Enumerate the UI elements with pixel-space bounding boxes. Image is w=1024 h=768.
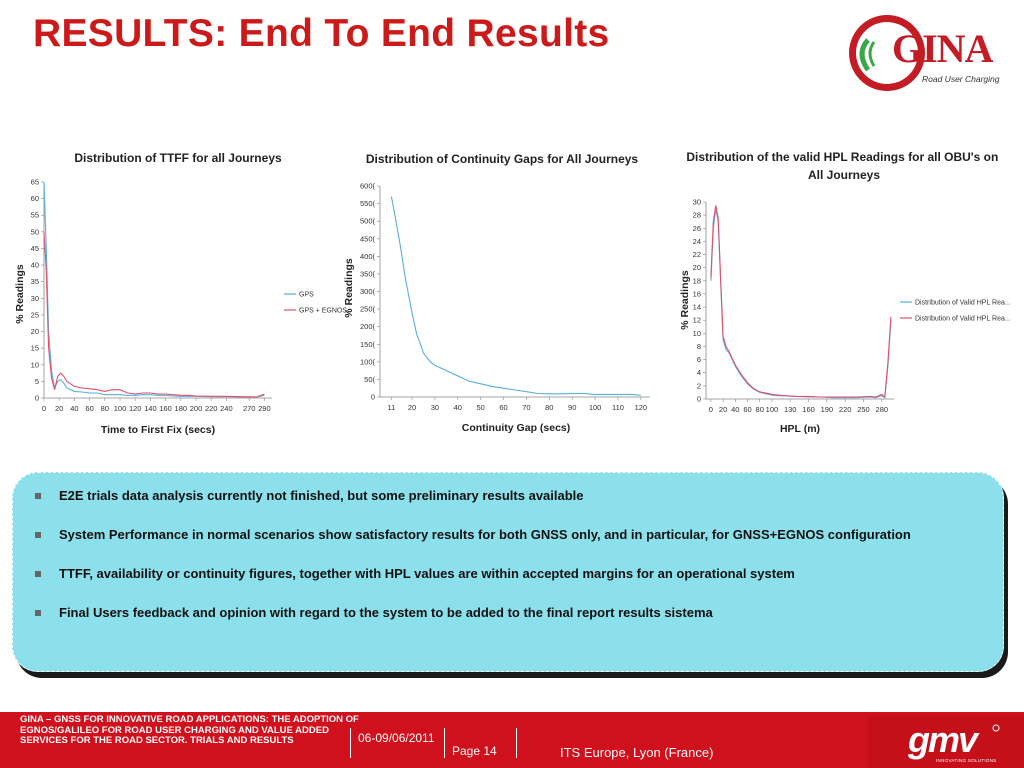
bullet-item bbox=[35, 527, 1007, 543]
y-axis-label: % Readings bbox=[343, 258, 355, 318]
bullet-item bbox=[35, 566, 1007, 582]
chart-title: Distribution of Continuity Gaps for All Journeys bbox=[365, 152, 639, 166]
chart-title: Distribution of TTFF for all Journeys bbox=[74, 151, 282, 165]
x-tick-label: 120 bbox=[634, 403, 648, 412]
y-tick-label: 20 bbox=[30, 327, 39, 337]
footer-project: GINA – GNSS FOR INNOVATIVE ROAD APPLICATIONS: THE ADOPTION OF EGNOS/GALILEO FOR ROAD USER CHARGING AND VALUE ADDED SERVICES FOR THE ROAD SECTOR. TRIALS AND RESULTS bbox=[20, 714, 359, 746]
x-tick-label: 40 bbox=[731, 405, 740, 414]
ttff-chart bbox=[14, 144, 348, 444]
series-line bbox=[44, 182, 264, 397]
y-tick-label: 4 bbox=[696, 368, 701, 378]
y-tick-label: 25 bbox=[30, 310, 39, 320]
x-tick-label: 40 bbox=[453, 403, 462, 412]
y-tick-label: 100( bbox=[359, 357, 375, 367]
gina-logo bbox=[846, 12, 1021, 94]
y-tick-label: 450( bbox=[359, 234, 375, 244]
y-tick-label: 10 bbox=[30, 360, 39, 370]
gmv-logo-icon bbox=[993, 725, 999, 731]
footer-divider bbox=[350, 728, 351, 758]
gmv-logo bbox=[906, 718, 1006, 766]
x-tick-label: 280 bbox=[875, 405, 889, 414]
x-tick-label: 240 bbox=[220, 404, 233, 413]
y-tick-label: 16 bbox=[692, 289, 701, 299]
x-axis-label: Time to First Fix (secs) bbox=[100, 424, 216, 436]
series-line bbox=[44, 232, 264, 397]
y-tick-label: 500( bbox=[359, 216, 375, 226]
y-tick-label: 2 bbox=[696, 381, 701, 391]
bullet-text: TTFF, availability or continuity figures, together with HPL values are within accepted margins for an operational system bbox=[59, 566, 795, 581]
continuity-chart bbox=[340, 144, 670, 444]
y-tick-label: 55 bbox=[30, 210, 39, 220]
y-tick-label: 30 bbox=[30, 293, 39, 303]
x-tick-label: 220 bbox=[838, 405, 852, 414]
square-bullet-icon bbox=[35, 493, 41, 499]
chart-title-line-2: All Journeys bbox=[807, 168, 881, 182]
x-tick-label: 100 bbox=[113, 404, 127, 413]
y-tick-label: 26 bbox=[692, 223, 701, 233]
x-tick-label: 60 bbox=[499, 403, 508, 412]
x-tick-label: 20 bbox=[718, 405, 728, 414]
gmv-logo-tagline: INNOVATING SOLUTIONS bbox=[936, 758, 997, 763]
x-tick-label: 50 bbox=[476, 403, 485, 412]
x-tick-label: 120 bbox=[128, 404, 142, 413]
y-tick-label: 65 bbox=[30, 177, 39, 187]
gmv-logo-wordmark: gmv bbox=[908, 719, 977, 760]
y-axis-label: % Readings bbox=[679, 270, 691, 330]
y-tick-label: 0 bbox=[696, 394, 701, 404]
y-tick-label: 150( bbox=[359, 339, 375, 349]
y-tick-label: 400( bbox=[359, 251, 375, 261]
y-tick-label: 550( bbox=[359, 199, 375, 209]
results-bullets bbox=[35, 488, 1007, 644]
x-tick-label: 90 bbox=[568, 403, 577, 412]
square-bullet-icon bbox=[35, 571, 41, 577]
bullet-text: Final Users feedback and opinion with regard to the system to be added to the final report results sistema bbox=[59, 605, 713, 620]
y-tick-label: 6 bbox=[696, 355, 701, 365]
continuity-chart-svg bbox=[340, 144, 670, 444]
x-tick-label: 100 bbox=[588, 403, 602, 412]
x-tick-label: 0 bbox=[708, 405, 713, 414]
legend-label: GPS bbox=[299, 291, 314, 299]
hpl-chart bbox=[676, 144, 1016, 444]
x-tick-label: 80 bbox=[100, 404, 109, 413]
x-tick-label: 20 bbox=[407, 403, 417, 412]
x-tick-label: 200 bbox=[189, 404, 203, 413]
y-tick-label: 0 bbox=[34, 393, 39, 403]
footer-page: Page 14 bbox=[452, 744, 497, 758]
legend-label: Distribution of Valid HPL Rea... bbox=[915, 315, 1011, 323]
x-tick-label: 160 bbox=[802, 405, 815, 414]
y-tick-label: 14 bbox=[692, 302, 701, 312]
chart-title bbox=[686, 150, 1001, 182]
hpl-chart-svg bbox=[676, 144, 1016, 444]
legend-label: Distribution of Valid HPL Rea... bbox=[915, 299, 1011, 307]
x-tick-label: 250 bbox=[857, 405, 870, 414]
chart-title-line-1: Distribution of the valid HPL Readings for all OBU's on bbox=[686, 150, 999, 164]
page-title: RESULTS: End To End Results bbox=[33, 12, 610, 55]
y-tick-label: 50 bbox=[30, 227, 39, 237]
gina-logo-tagline: Road User Charging bbox=[922, 74, 1000, 84]
footer-event: ITS Europe, Lyon (France) bbox=[560, 745, 714, 760]
x-axis-label: HPL (m) bbox=[779, 423, 821, 435]
y-tick-label: 35 bbox=[30, 277, 39, 287]
x-tick-label: 60 bbox=[85, 404, 94, 413]
bullet-item bbox=[35, 488, 1007, 504]
x-axis-label: Continuity Gap (secs) bbox=[461, 422, 571, 434]
x-tick-label: 130 bbox=[783, 405, 797, 414]
y-tick-label: 300( bbox=[359, 287, 375, 296]
y-tick-label: 350( bbox=[359, 269, 375, 279]
footer-date: 06-09/06/2011 bbox=[358, 731, 435, 745]
y-tick-label: 0 bbox=[370, 392, 375, 402]
bullet-text: System Performance in normal scenarios show satisfactory results for both GNSS only, and in particular, for GNSS+EGNOS configuration bbox=[59, 527, 911, 542]
x-tick-label: 80 bbox=[755, 405, 764, 414]
x-tick-label: 60 bbox=[743, 405, 752, 414]
x-tick-label: 160 bbox=[159, 404, 172, 413]
y-tick-label: 45 bbox=[30, 243, 39, 253]
y-tick-label: 24 bbox=[692, 236, 701, 246]
legend-label: GPS + EGNOS bbox=[299, 307, 348, 315]
x-tick-label: 140 bbox=[144, 404, 157, 413]
square-bullet-icon bbox=[35, 610, 41, 616]
y-tick-label: 5 bbox=[34, 376, 39, 386]
x-tick-label: 80 bbox=[545, 403, 554, 412]
y-tick-label: 50( bbox=[364, 374, 375, 384]
footer-divider bbox=[516, 728, 517, 758]
x-tick-label: 0 bbox=[41, 404, 47, 413]
y-tick-label: 600( bbox=[359, 181, 375, 191]
x-tick-label: 30 bbox=[430, 403, 440, 412]
y-tick-label: 28 bbox=[692, 210, 701, 220]
gina-logo-name: GINA bbox=[892, 26, 993, 71]
bullet-text: E2E trials data analysis currently not finished, but some preliminary results available bbox=[59, 488, 584, 503]
x-tick-label: 70 bbox=[522, 403, 531, 412]
bullet-item bbox=[35, 605, 1007, 621]
y-tick-label: 12 bbox=[692, 315, 701, 325]
series-line bbox=[711, 205, 891, 397]
x-tick-label: 100 bbox=[765, 405, 779, 414]
y-tick-label: 200( bbox=[359, 322, 375, 332]
footer-divider bbox=[444, 728, 445, 758]
y-tick-label: 20 bbox=[692, 263, 701, 273]
x-tick-label: 290 bbox=[258, 404, 271, 413]
y-tick-label: 10 bbox=[692, 328, 701, 338]
x-tick-label: 40 bbox=[70, 404, 79, 413]
square-bullet-icon bbox=[35, 532, 41, 538]
y-tick-label: 15 bbox=[30, 343, 39, 353]
x-tick-label: 20 bbox=[55, 404, 64, 413]
y-tick-label: 22 bbox=[692, 250, 701, 260]
x-tick-label: 110 bbox=[611, 403, 624, 412]
ttff-chart-svg bbox=[14, 144, 348, 444]
x-tick-label: 180 bbox=[174, 404, 188, 413]
y-tick-label: 18 bbox=[692, 276, 701, 286]
x-tick-label: 220 bbox=[204, 404, 218, 413]
y-tick-label: 8 bbox=[696, 341, 701, 351]
series-line bbox=[391, 197, 640, 396]
y-tick-label: 60 bbox=[30, 194, 39, 204]
x-tick-label: 11 bbox=[387, 403, 396, 412]
y-tick-label: 30 bbox=[692, 197, 701, 207]
x-tick-label: 270 bbox=[242, 404, 256, 413]
x-tick-label: 190 bbox=[820, 405, 834, 414]
y-tick-label: 40 bbox=[30, 260, 39, 270]
y-tick-label: 250( bbox=[359, 304, 375, 314]
y-axis-label: % Readings bbox=[14, 264, 26, 324]
